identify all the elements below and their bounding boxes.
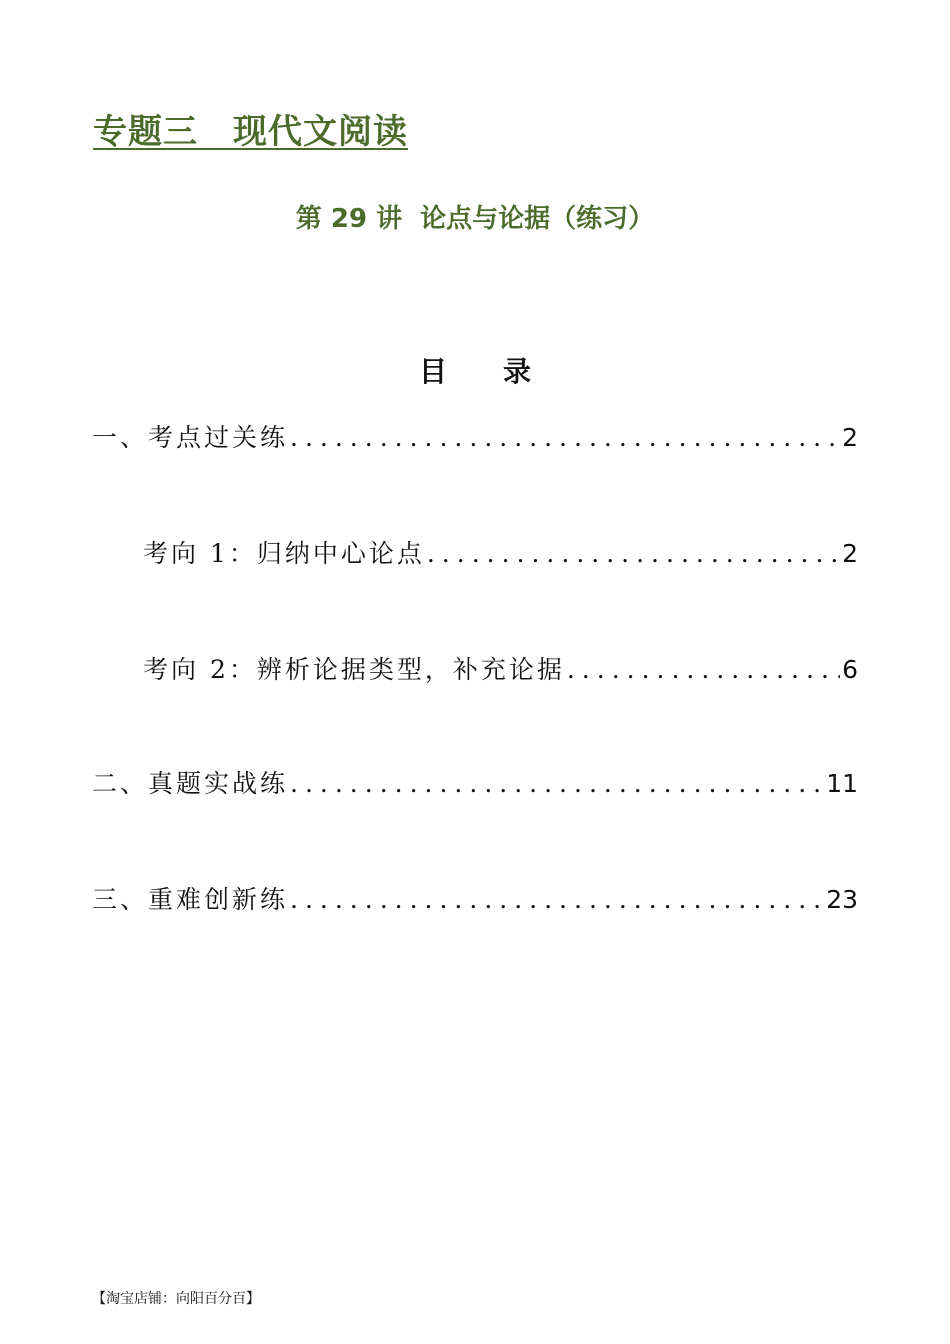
topic-title: 专题三 现代文阅读 bbox=[93, 112, 408, 152]
toc-leader bbox=[290, 885, 824, 914]
toc-entry[interactable] bbox=[92, 880, 858, 916]
toc-entry-label: 考向 1：归纳中心论点 bbox=[143, 539, 425, 568]
toc-entry-label: 一、考点过关练 bbox=[92, 423, 289, 452]
toc-entry-label: 二、真题实战练 bbox=[92, 769, 289, 798]
toc-leader bbox=[567, 655, 840, 684]
toc-leader bbox=[290, 423, 840, 452]
toc-entry[interactable] bbox=[92, 418, 858, 454]
toc-leader bbox=[427, 539, 840, 568]
lecture-title: 第 29 讲 论点与论据（练习） bbox=[295, 204, 655, 234]
toc-entry-label: 考向 2：辨析论据类型，补充论据 bbox=[143, 655, 565, 684]
toc-entry-label: 三、重难创新练 bbox=[92, 885, 289, 914]
toc-entry[interactable] bbox=[143, 650, 858, 686]
toc-entry-page: 6 bbox=[842, 655, 858, 684]
footer-note: 【淘宝店铺：向阳百分百】 bbox=[92, 1291, 260, 1307]
toc-entry-page: 2 bbox=[842, 423, 858, 452]
toc-entry-page: 23 bbox=[826, 885, 858, 914]
toc-entry-page: 11 bbox=[826, 769, 858, 798]
toc-leader bbox=[290, 769, 824, 798]
toc-heading: 目录 bbox=[418, 355, 587, 388]
toc-entry[interactable] bbox=[92, 764, 858, 800]
toc-entry[interactable] bbox=[143, 534, 858, 570]
toc-entry-page: 2 bbox=[842, 539, 858, 568]
